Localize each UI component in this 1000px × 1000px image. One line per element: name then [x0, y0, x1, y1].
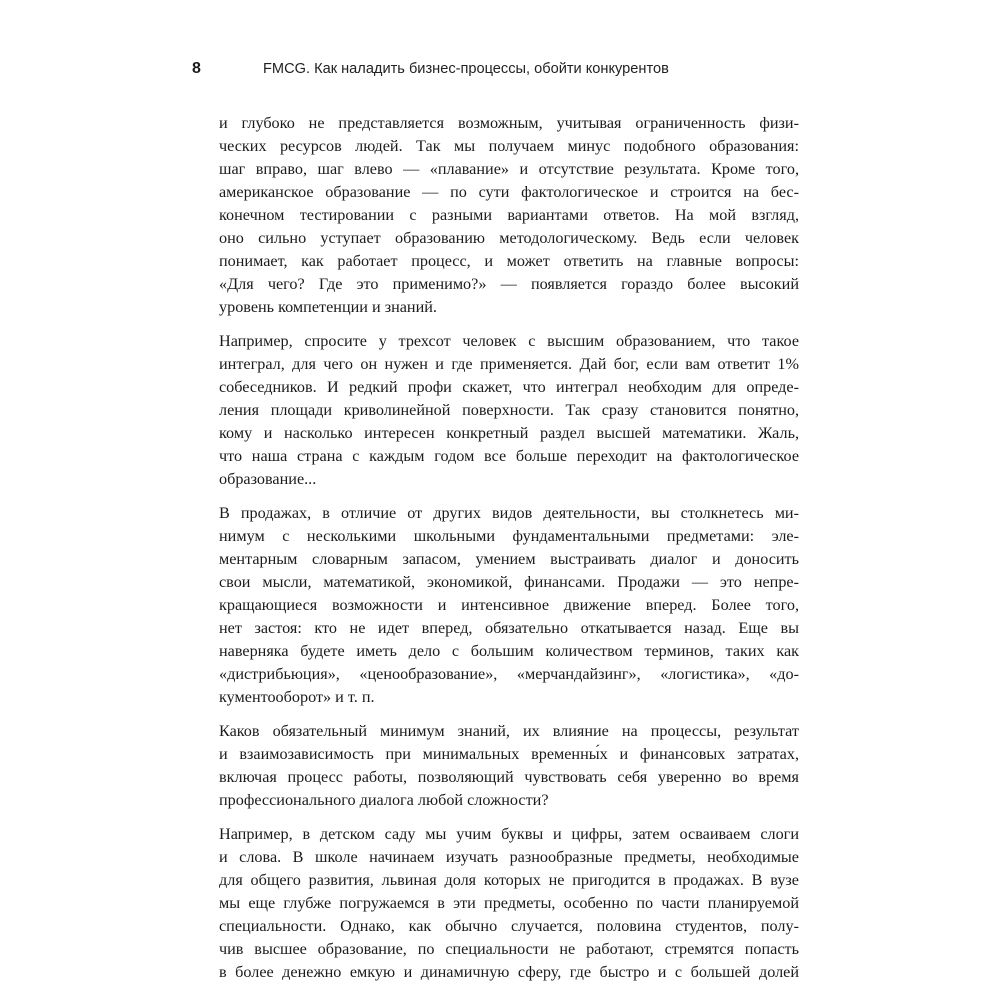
text-line: кументооборот» и т. п.: [219, 688, 375, 706]
text-line: нимум с несколькими школьными фундаментальными предметами: эле-: [219, 527, 799, 545]
text-line: конечном тестировании с разными вариантами ответов. На мой взгляд,: [219, 206, 799, 224]
page-number: 8: [192, 60, 201, 77]
text-line: Например, в детском саду мы учим буквы и цифры, затем осваиваем слоги: [219, 825, 799, 843]
text-line: и слова. В школе начинаем изучать разнообразные предметы, необходимые: [219, 848, 799, 866]
text-line: в более денежно емкую и динамичную сферу, где быстро и с большей долей: [219, 963, 799, 981]
paragraph: [219, 112, 799, 319]
text-line: и глубоко не представляется возможным, учитывая ограниченность физи-: [219, 114, 799, 132]
text-line: кращающиеся возможности и интенсивное движение вперед. Более того,: [219, 596, 799, 614]
text-line: специальности. Однако, как обычно случается, половина студентов, полу-: [219, 917, 799, 935]
text-line: нет застоя: кто не идет вперед, обязательно откатывается назад. Еще вы: [219, 619, 799, 637]
text-line: интеграл, для чего он нужен и где применяется. Дай бог, если вам ответит 1%: [219, 355, 799, 373]
running-title: FMCG. Как наладить бизнес-процессы, обойти конкурентов: [263, 61, 669, 77]
text-line: понимает, как работает процесс, и может ответить на главные вопросы:: [219, 252, 799, 270]
text-line: американское образование — по сути фактологическое и строится на бес-: [219, 183, 799, 201]
paragraph: [219, 720, 799, 812]
page-header: [0, 58, 1000, 82]
text-line: собеседников. И редкий профи скажет, что интеграл необходим для опреде-: [219, 378, 799, 396]
text-line: профессионального диалога любой сложности?: [219, 791, 549, 809]
text-line: шаг вправо, шаг влево — «плавание» и отсутствие результата. Кроме того,: [219, 160, 799, 178]
text-line: включая процесс работы, позволяющий чувствовать себя уверенно во время: [219, 768, 799, 786]
text-line: для общего развития, львиная доля которых не пригодится в продажах. В вузе: [219, 871, 799, 889]
text-line: образование...: [219, 470, 317, 488]
text-line: В продажах, в отличие от других видов деятельности, вы столкнетесь ми-: [219, 504, 799, 522]
text-line: кому и насколько интересен конкретный раздел высшей математики. Жаль,: [219, 424, 799, 442]
text-line: что наша страна с каждым годом все больше переходит на фактологическое: [219, 447, 799, 465]
text-line: свои мысли, математикой, экономикой, финансами. Продажи — это непре-: [219, 573, 799, 591]
text-line: «дистрибьюция», «ценообразование», «мерчандайзинг», «логистика», «до-: [219, 665, 799, 683]
text-line: чив высшее образование, по специальности не работают, стремятся попасть: [219, 940, 799, 958]
text-line: ментарным словарным запасом, умением выстраивать диалог и доносить: [219, 550, 799, 568]
paragraph: [219, 823, 799, 984]
text-line: оно сильно уступает образованию методологическому. Ведь если человек: [219, 229, 799, 247]
text-line: «Для чего? Где это применимо?» — появляется гораздо более высокий: [219, 275, 799, 293]
text-line: ления площади криволинейной поверхности. Так сразу становится понятно,: [219, 401, 799, 419]
text-line: наверняка будете иметь дело с большим количеством терминов, таких как: [219, 642, 799, 660]
paragraph: [219, 502, 799, 709]
text-line: Например, спросите у трехсот человек с высшим образованием, что такое: [219, 332, 799, 350]
text-line: уровень компетенции и знаний.: [219, 298, 437, 316]
text-line: Каков обязательный минимум знаний, их влияние на процессы, результат: [219, 722, 799, 740]
paragraph: [219, 330, 799, 491]
text-line: ческих ресурсов людей. Так мы получаем минус подобного образования:: [219, 137, 799, 155]
body-text: [219, 112, 799, 995]
text-line: и взаимозависимость при минимальных временны́х и финансовых затратах,: [219, 745, 799, 763]
text-line: мы еще глубже погружаемся в эти предметы, особенно по части планируемой: [219, 894, 799, 912]
